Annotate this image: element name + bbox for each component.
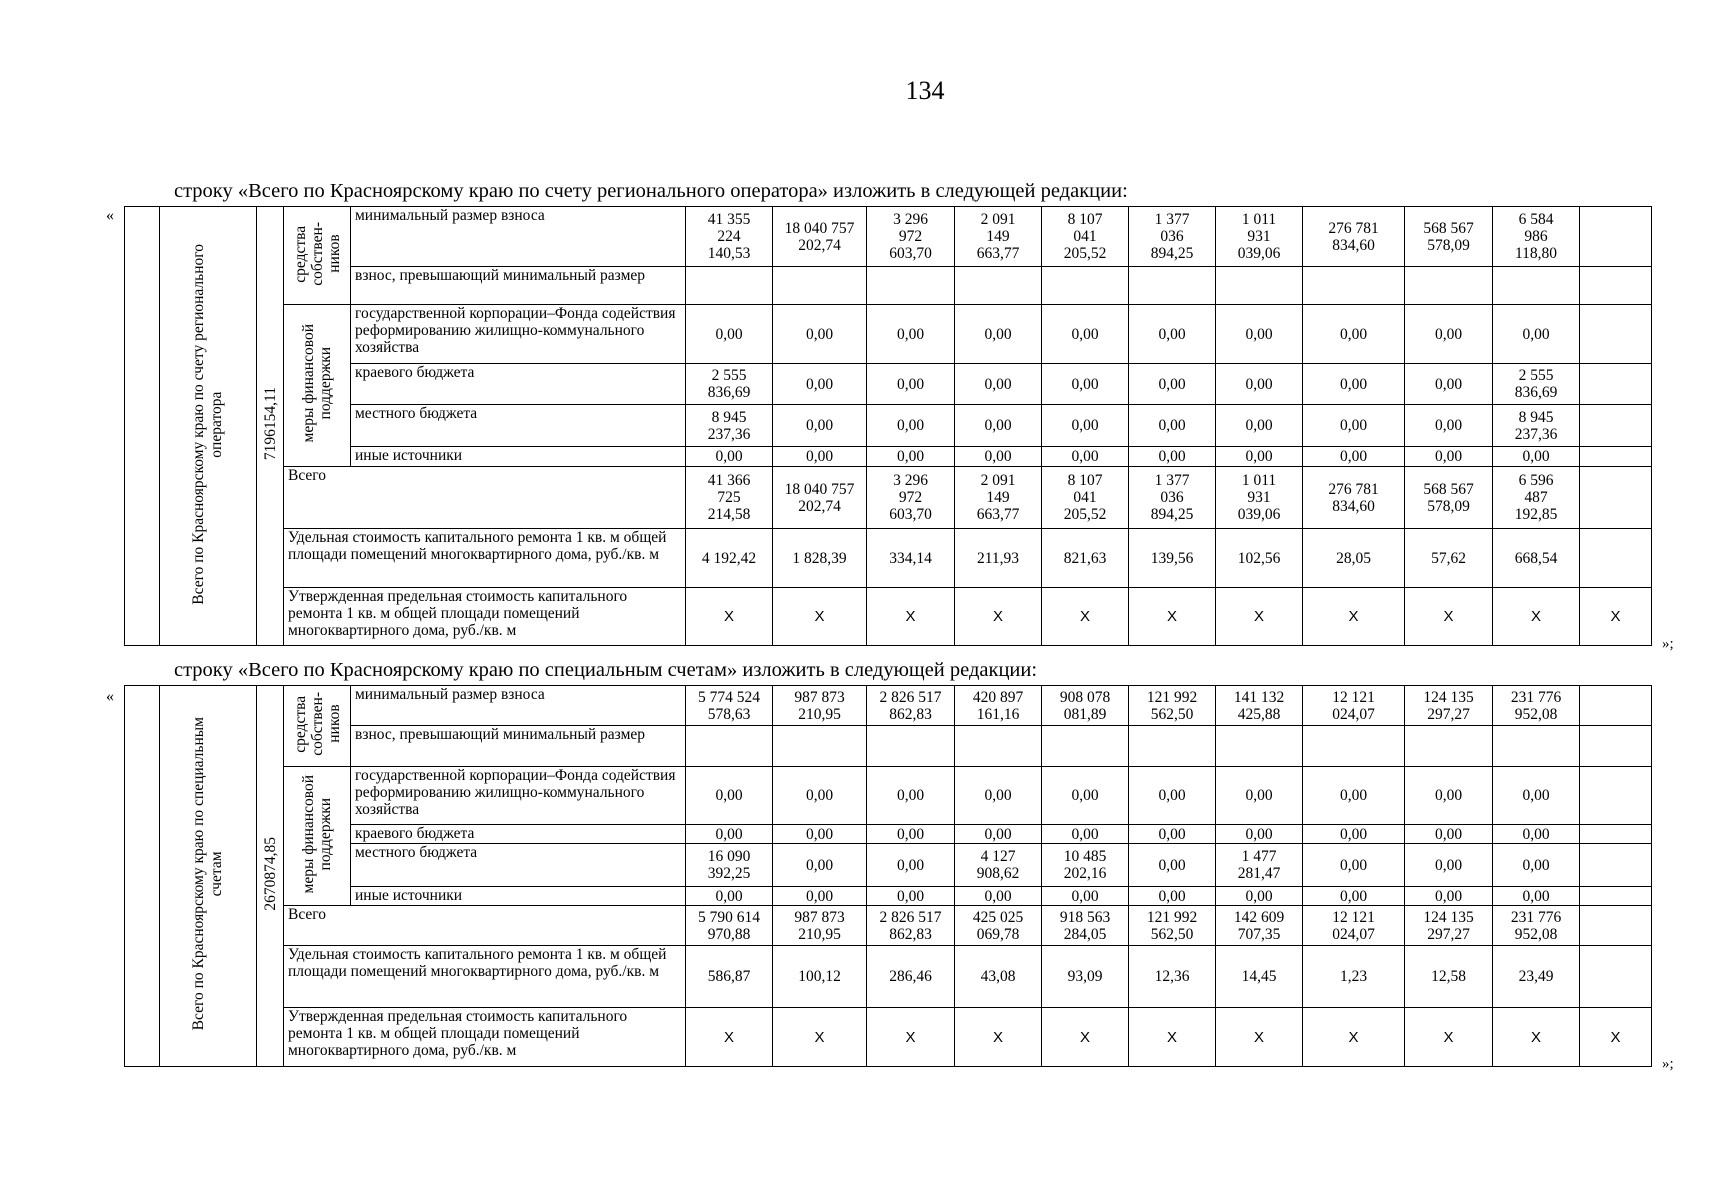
row-label: краевого бюджета [351, 825, 686, 844]
table-cell: 0,00 [1129, 825, 1216, 844]
left-blank-cell [125, 686, 160, 1067]
table-cell: 0,00 [1405, 305, 1493, 364]
table-cell: 0,00 [1216, 405, 1303, 447]
table-cell: 124 135 297,27 [1405, 686, 1493, 726]
table-cell: X [1405, 588, 1493, 646]
table-cell: 0,00 [1405, 767, 1493, 825]
table-cell [1580, 447, 1652, 467]
table-cell: 102,56 [1216, 529, 1303, 588]
table-cell: 0,00 [1129, 447, 1216, 467]
table-cell: 6 596 487 192,85 [1493, 467, 1580, 529]
table-cell: 0,00 [773, 305, 867, 364]
row-label-unit-cost: Удельная стоимость капитального ремонта 1 кв. м общей площади помещений многоквартирного дома, руб./кв. м [284, 529, 686, 588]
table-cell: 2 091 149 663,77 [955, 207, 1042, 267]
table-cell [1493, 726, 1580, 767]
row-label-total: Всего [284, 467, 686, 529]
total-value-cell [257, 686, 284, 1067]
table-cell: 0,00 [773, 844, 867, 887]
table-cell: 0,00 [1042, 767, 1129, 825]
table-cell [867, 267, 955, 305]
table-cell [1042, 267, 1129, 305]
table-cell [1580, 906, 1652, 946]
table-cell: 0,00 [867, 825, 955, 844]
table-cell: 211,93 [955, 529, 1042, 588]
table-cell [686, 726, 773, 767]
table-cell: 0,00 [867, 305, 955, 364]
table-cell: 124 135 297,27 [1405, 906, 1493, 946]
table-cell: X [1493, 588, 1580, 646]
table-cell: 0,00 [1303, 364, 1405, 405]
table-cell [1580, 726, 1652, 767]
table-cell [1580, 467, 1652, 529]
table-cell: 2 555 836,69 [1493, 364, 1580, 405]
table-cell [1580, 825, 1652, 844]
table-cell [955, 726, 1042, 767]
table-cell: 0,00 [867, 364, 955, 405]
table-cell: 0,00 [1129, 844, 1216, 887]
table-cell: X [1303, 588, 1405, 646]
table-cell: X [773, 588, 867, 646]
table-cell: X [867, 588, 955, 646]
row-label: местного бюджета [351, 844, 686, 887]
table-cell: 2 091 149 663,77 [955, 467, 1042, 529]
table-cell: 0,00 [773, 825, 867, 844]
table-cell: 8 107 041 205,52 [1042, 207, 1129, 267]
table-cell [1580, 529, 1652, 588]
table-cell: 0,00 [1303, 825, 1405, 844]
table-cell: 18 040 757 202,74 [773, 467, 867, 529]
table-cell: 0,00 [1042, 305, 1129, 364]
table-cell: 23,49 [1493, 946, 1580, 1008]
table-cell [1580, 364, 1652, 405]
table-cell [773, 726, 867, 767]
table-cell: 987 873 210,95 [773, 686, 867, 726]
table-cell: 821,63 [1042, 529, 1129, 588]
table-cell: 12,58 [1405, 946, 1493, 1008]
table-cell: X [1042, 588, 1129, 646]
table-cell: 0,00 [1405, 447, 1493, 467]
table-cell: 231 776 952,08 [1493, 686, 1580, 726]
special-accounts-table [124, 685, 1652, 1067]
table-cell: 0,00 [1405, 887, 1493, 906]
section2-close-quote: »; [1662, 1056, 1674, 1072]
table-cell: X [1580, 1008, 1652, 1067]
table-cell: 6 584 986 118,80 [1493, 207, 1580, 267]
table-cell: 0,00 [1216, 364, 1303, 405]
table-cell: 2 826 517 862,83 [867, 686, 955, 726]
table-cell: 3 296 972 603,70 [867, 207, 955, 267]
table-cell: 0,00 [955, 305, 1042, 364]
regional-operator-table [124, 206, 1652, 646]
table-cell: 0,00 [1129, 305, 1216, 364]
table-cell: 0,00 [1216, 767, 1303, 825]
table-cell: 1 011 931 039,06 [1216, 467, 1303, 529]
table-cell: 10 485 202,16 [1042, 844, 1129, 887]
table-cell: 0,00 [773, 887, 867, 906]
table-cell: 0,00 [955, 405, 1042, 447]
table-cell [1580, 767, 1652, 825]
table-cell: X [867, 1008, 955, 1067]
table-cell [867, 726, 955, 767]
table-cell: 0,00 [1493, 305, 1580, 364]
table-cell: X [1129, 1008, 1216, 1067]
table-cell [1129, 726, 1216, 767]
table-cell: 0,00 [773, 767, 867, 825]
row-header-label: Всего по Красноярскому краю по счету регионального оператора [190, 243, 225, 605]
table-cell: 1 828,39 [773, 529, 867, 588]
table-cell: 4 127 908,62 [955, 844, 1042, 887]
table-cell [1580, 267, 1652, 305]
row-label: государственной корпорации–Фонда содействия реформированию жилищно-коммунального хозяйства [351, 305, 686, 364]
table-cell: 0,00 [1493, 825, 1580, 844]
table-cell: 12 121 024,07 [1303, 686, 1405, 726]
table-cell: 1 011 931 039,06 [1216, 207, 1303, 267]
row-header-label: Всего по Красноярскому краю по специальным счетам [190, 717, 225, 1031]
table-cell: 0,00 [867, 844, 955, 887]
table-cell [773, 267, 867, 305]
table-cell: X [1216, 588, 1303, 646]
table-cell: 0,00 [955, 767, 1042, 825]
row-label-unit-cost: Удельная стоимость капитального ремонта 1 кв. м общей площади помещений многоквартирного дома, руб./кв. м [284, 946, 686, 1008]
table-cell: 0,00 [867, 887, 955, 906]
table-cell: 1 377 036 894,25 [1129, 207, 1216, 267]
table-cell: 4 192,42 [686, 529, 773, 588]
table-cell: 16 090 392,25 [686, 844, 773, 887]
table-cell: 0,00 [773, 405, 867, 447]
table-cell: 231 776 952,08 [1493, 906, 1580, 946]
table-cell: 3 296 972 603,70 [867, 467, 955, 529]
table-cell: 139,56 [1129, 529, 1216, 588]
table-cell: 142 609 707,35 [1216, 906, 1303, 946]
table-cell: 0,00 [1216, 825, 1303, 844]
table-cell: 0,00 [1303, 447, 1405, 467]
table-cell: 121 992 562,50 [1129, 686, 1216, 726]
table-cell: 0,00 [1405, 405, 1493, 447]
table-cell [1405, 726, 1493, 767]
table-cell [1493, 267, 1580, 305]
table-cell: X [1493, 1008, 1580, 1067]
section1-close-quote: »; [1662, 636, 1674, 652]
table-cell: 0,00 [1303, 767, 1405, 825]
table-cell: 0,00 [1216, 305, 1303, 364]
table-cell: 100,12 [773, 946, 867, 1008]
table-cell [1580, 946, 1652, 1008]
table-cell: 93,09 [1042, 946, 1129, 1008]
table-cell: 0,00 [1303, 887, 1405, 906]
table-cell: 2 555 836,69 [686, 364, 773, 405]
table-cell [1303, 267, 1405, 305]
table-cell: 286,46 [867, 946, 955, 1008]
table-cell: 918 563 284,05 [1042, 906, 1129, 946]
table-cell: X [686, 588, 773, 646]
table-cell: 1,23 [1303, 946, 1405, 1008]
table-cell [1303, 726, 1405, 767]
table-cell: 0,00 [773, 364, 867, 405]
group-financial-support-label: меры финансовой поддержки [300, 324, 334, 443]
table-cell: 276 781 834,60 [1303, 467, 1405, 529]
table-cell: 0,00 [1129, 887, 1216, 906]
table-cell: 0,00 [1493, 844, 1580, 887]
table-cell: 276 781 834,60 [1303, 207, 1405, 267]
table-cell [1580, 405, 1652, 447]
row-label: местного бюджета [351, 405, 686, 447]
table-cell: X [1303, 1008, 1405, 1067]
row-label: краевого бюджета [351, 364, 686, 405]
table-cell: 0,00 [1405, 364, 1493, 405]
table-cell: X [1405, 1008, 1493, 1067]
group-financial-support [284, 305, 351, 467]
table-cell: 568 567 578,09 [1405, 207, 1493, 267]
table-cell [1580, 686, 1652, 726]
row-header-cell [160, 207, 257, 646]
row-label: государственной корпорации–Фонда содействия реформированию жилищно-коммунального хозяйства [351, 767, 686, 825]
table-cell: 14,45 [1216, 946, 1303, 1008]
table-cell: 0,00 [955, 364, 1042, 405]
table-cell: 420 897 161,16 [955, 686, 1042, 726]
table-cell: 0,00 [955, 447, 1042, 467]
table-cell: X [1580, 588, 1652, 646]
table-cell [1216, 726, 1303, 767]
table-cell [1042, 726, 1129, 767]
table-cell: 668,54 [1493, 529, 1580, 588]
table-cell [1580, 887, 1652, 906]
table-cell [686, 267, 773, 305]
row-label-limit-cost: Утвержденная предельная стоимость капитального ремонта 1 кв. м общей площади помещений многоквартирного дома, руб./кв. м [284, 588, 686, 646]
table-cell: 8 945 237,36 [1493, 405, 1580, 447]
table-cell: 568 567 578,09 [1405, 467, 1493, 529]
table-cell: 8 107 041 205,52 [1042, 467, 1129, 529]
table-cell: 0,00 [686, 447, 773, 467]
table-cell: 5 790 614 970,88 [686, 906, 773, 946]
table-cell: 0,00 [1042, 405, 1129, 447]
row-label: иные источники [351, 447, 686, 467]
row-label: взнос, превышающий минимальный размер [351, 726, 686, 767]
table-cell: 0,00 [1303, 844, 1405, 887]
table-cell: 0,00 [1042, 447, 1129, 467]
table-cell: 0,00 [686, 767, 773, 825]
group-own-funds [284, 207, 351, 305]
table-cell [955, 267, 1042, 305]
table-cell: 0,00 [1493, 767, 1580, 825]
table-cell: 41 355 224 140,53 [686, 207, 773, 267]
table-cell: X [955, 588, 1042, 646]
left-blank-cell [125, 207, 160, 646]
table-cell: 0,00 [1303, 305, 1405, 364]
table-cell: 5 774 524 578,63 [686, 686, 773, 726]
section2-open-quote: « [106, 688, 114, 705]
table-cell: 586,87 [686, 946, 773, 1008]
table-cell: 908 078 081,89 [1042, 686, 1129, 726]
table-cell: 0,00 [867, 447, 955, 467]
table-cell: 987 873 210,95 [773, 906, 867, 946]
table-cell: 0,00 [686, 305, 773, 364]
table-cell: 0,00 [1042, 825, 1129, 844]
table-cell: 0,00 [1216, 887, 1303, 906]
table-cell: 0,00 [867, 405, 955, 447]
table-cell: 2 826 517 862,83 [867, 906, 955, 946]
table-cell: 43,08 [955, 946, 1042, 1008]
section1-open-quote: « [106, 207, 114, 224]
table-cell [1405, 267, 1493, 305]
table-cell: X [773, 1008, 867, 1067]
group-financial-support [284, 767, 351, 906]
table-cell [1129, 267, 1216, 305]
table-cell: 57,62 [1405, 529, 1493, 588]
table-cell: 12,36 [1129, 946, 1216, 1008]
row-label: минимальный размер взноса [351, 686, 686, 726]
row-label-limit-cost: Утвержденная предельная стоимость капитального ремонта 1 кв. м общей площади помещений многоквартирного дома, руб./кв. м [284, 1008, 686, 1067]
table-cell: 0,00 [955, 887, 1042, 906]
table-cell: 121 992 562,50 [1129, 906, 1216, 946]
total-value-cell [257, 207, 284, 646]
row-label: минимальный размер взноса [351, 207, 686, 267]
table-cell: 0,00 [686, 825, 773, 844]
section2-intro: строку «Всего по Красноярскому краю по специальным счетам» изложить в следующей редакции: [174, 659, 1038, 681]
table-cell: 0,00 [1129, 767, 1216, 825]
table-cell: 0,00 [1493, 447, 1580, 467]
page-number: 134 [905, 76, 945, 105]
table-cell: 1 477 281,47 [1216, 844, 1303, 887]
table-cell: 18 040 757 202,74 [773, 207, 867, 267]
table-cell: X [1216, 1008, 1303, 1067]
table-cell: 28,05 [1303, 529, 1405, 588]
table-cell: X [1042, 1008, 1129, 1067]
table-cell [1580, 207, 1652, 267]
group-own-funds-label: средства собствен- ников [291, 221, 343, 286]
table-cell: 0,00 [1129, 405, 1216, 447]
group-financial-support-label: меры финансовой поддержки [300, 774, 334, 894]
row-header-cell [160, 686, 257, 1067]
table-cell [1580, 844, 1652, 887]
table-cell: 0,00 [1216, 447, 1303, 467]
table-cell: 0,00 [1493, 887, 1580, 906]
table-cell: 0,00 [1042, 887, 1129, 906]
table-cell: 0,00 [773, 447, 867, 467]
table-cell: 0,00 [686, 887, 773, 906]
section1-intro: строку «Всего по Красноярскому краю по счету регионального оператора» изложить в следующей редакции: [174, 180, 1128, 202]
row-label: взнос, превышающий минимальный размер [351, 267, 686, 305]
table-cell: 0,00 [1042, 364, 1129, 405]
table-cell: 425 025 069,78 [955, 906, 1042, 946]
table-cell: 8 945 237,36 [686, 405, 773, 447]
total-value: 7196154,11 [261, 387, 279, 461]
table-cell: 12 121 024,07 [1303, 906, 1405, 946]
table-cell: X [1129, 588, 1216, 646]
table-cell [1216, 267, 1303, 305]
table-cell: 0,00 [1303, 405, 1405, 447]
table-cell: 41 366 725 214,58 [686, 467, 773, 529]
group-own-funds [284, 686, 351, 767]
table-cell: 141 132 425,88 [1216, 686, 1303, 726]
table-cell: X [955, 1008, 1042, 1067]
table-cell: 334,14 [867, 529, 955, 588]
group-own-funds-label: средства собствен- ников [291, 692, 343, 756]
table-cell: 1 377 036 894,25 [1129, 467, 1216, 529]
table-cell: 0,00 [1405, 844, 1493, 887]
table-cell: 0,00 [1129, 364, 1216, 405]
table-cell: 0,00 [867, 767, 955, 825]
table-cell [1580, 305, 1652, 364]
table-cell: 0,00 [1405, 825, 1493, 844]
total-value: 2670874,85 [261, 837, 279, 911]
row-label-total: Всего [284, 906, 686, 946]
table-cell: X [686, 1008, 773, 1067]
row-label: иные источники [351, 887, 686, 906]
table-cell: 0,00 [955, 825, 1042, 844]
